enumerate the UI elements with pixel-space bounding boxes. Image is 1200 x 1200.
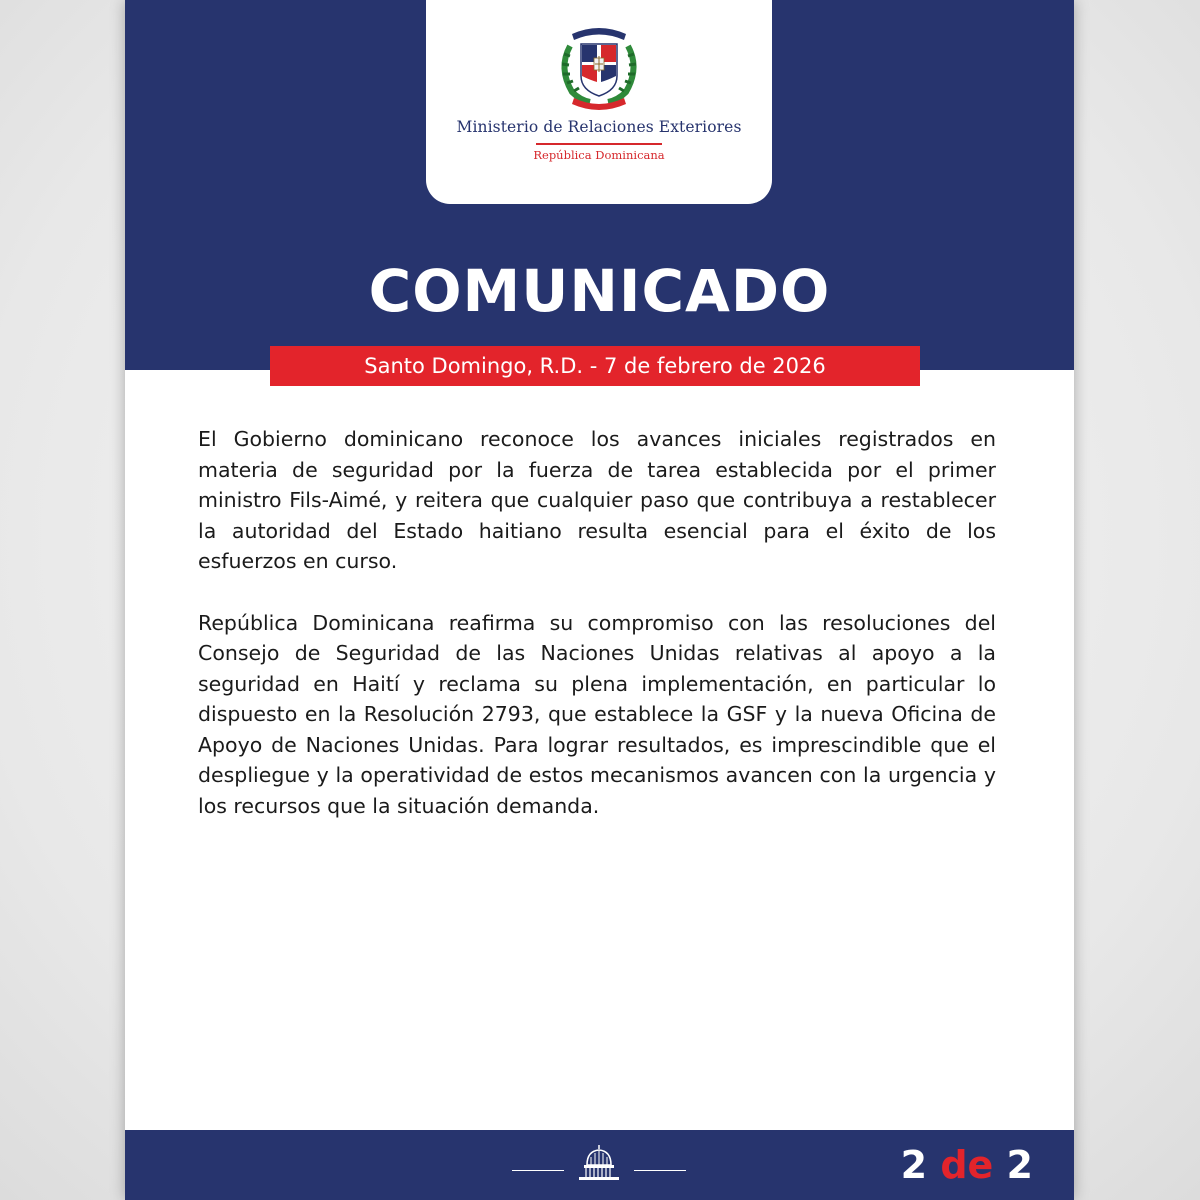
page-counter <box>883 1140 1033 1190</box>
statement-body <box>198 424 996 852</box>
page-of-label: de <box>940 1143 994 1187</box>
ministry-divider <box>536 143 662 145</box>
dateline-banner: Santo Domingo, R.D. - 7 de febrero de 2026 <box>270 346 920 386</box>
page-title: COMUNICADO <box>368 257 831 325</box>
statement-paragraph: El Gobierno dominicano reconoce los avances iniciales registrados en materia de seguridad por la fuerza de tarea establecida por el primer ministro Fils-Aimé, y reitera que cualquier paso que contribuya a restablecer la autoridad del Estado haitiano resulta esencial para el éxito de los esfuerzos en curso. <box>198 427 996 573</box>
page-current: 2 <box>900 1143 928 1187</box>
palace-dome-icon <box>573 1143 625 1183</box>
press-release-sheet <box>125 0 1074 1200</box>
statement-paragraph: República Dominicana reafirma su compromiso con las resoluciones del Consejo de Seguridad de las Naciones Unidas relativas al apoyo a la seguridad en Haití y reclama su plena implementación, en particular lo dispuesto en la Resolución 2793, que establece la GSF y la nueva Oficina de Apoyo de Naciones Unidas. Para lograr resultados, es imprescindible que el despliegue y la operatividad de estos mecanismos avancen con la urgencia y los recursos que la situación demanda. <box>198 610 996 818</box>
coat-of-arms-icon <box>550 20 648 112</box>
ministry-country: República Dominicana <box>533 148 665 162</box>
footer-divider-right <box>634 1170 686 1171</box>
ministry-logo-card <box>426 0 772 204</box>
footer-divider-left <box>512 1170 564 1171</box>
ministry-name: Ministerio de Relaciones Exteriores <box>456 118 742 136</box>
page-total: 2 <box>1006 1143 1033 1187</box>
